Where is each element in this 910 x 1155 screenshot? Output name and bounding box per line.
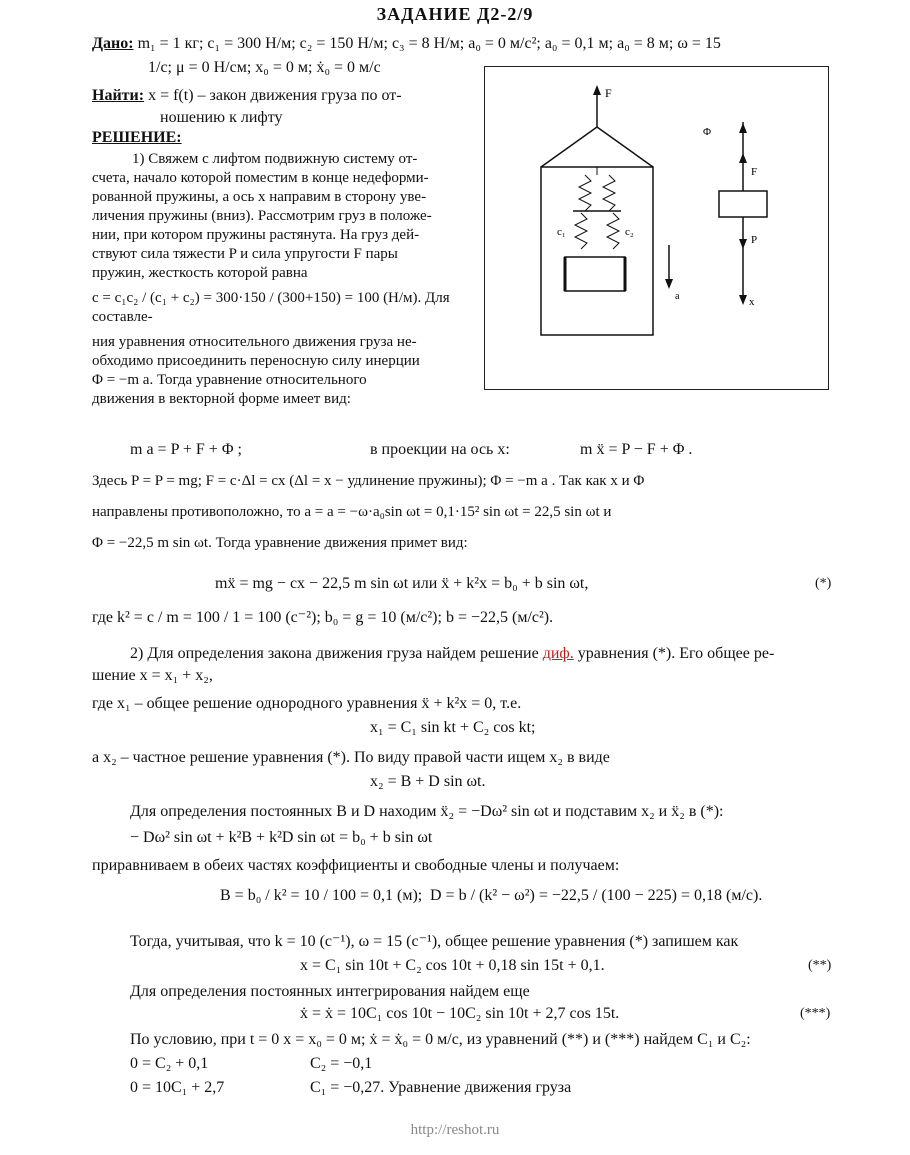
where-line-3: Φ = −22,5 m sin ωt. Тогда уравнение движения примет вид:: [92, 535, 468, 551]
para1-line: ния уравнения относительного движения груза не-: [92, 334, 417, 350]
where-line-1: Здесь P = P = mg; F = c·Δl = cx (Δl = x − удлинение пружины); Φ = −m a . Так как x и Φ: [92, 473, 645, 489]
step2-line-1: [130, 644, 774, 664]
para1-line: пружин, жесткость которой равна: [92, 265, 308, 281]
find-text-1: x = f(t) – закон движения груза по от-: [148, 87, 402, 104]
para1-line: счета, начало которой поместим в конце недеформи-: [92, 170, 429, 186]
find-label: Найти:: [92, 87, 145, 104]
where-line-2: направлены противоположно, то a = a = −ω·a₀sin ωt = 0,1·15² sin ωt = 22,5 sin ωt и: [92, 504, 612, 520]
para1-line: личения пружины (вниз). Рассмотрим груз в положе-: [92, 208, 432, 224]
eq-main: mẍ = mg − cx − 22,5 m sin ωt или ẍ + k²x = b₀ + b sin ωt,: [215, 575, 589, 592]
figure-drawing: [485, 67, 828, 389]
eq-proj: m ẍ = P − F + Φ .: [580, 441, 693, 458]
particular-eq: x₂ = B + D sin ωt.: [370, 773, 486, 790]
eq-vector: m a = P + F + Φ ;: [130, 441, 242, 458]
B-equation: B = b₀ / k² = 10 / 100 = 0,1 (м);: [220, 887, 423, 904]
figure-label-x: x: [749, 296, 755, 308]
para1-line: 1) Свяжем с лифтом подвижную систему от-: [132, 151, 418, 167]
para1-line: обходимо присоединить переносную силу инерции: [92, 353, 420, 369]
figure-label-Phi: Φ: [703, 126, 712, 138]
figure-label-c2: c₂: [625, 226, 634, 238]
coeff-eq: − Dω² sin ωt + k²B + k²D sin ωt = b₀ + b sin ωt: [130, 829, 433, 846]
solution-label: РЕШЕНИЕ:: [92, 129, 182, 146]
figure-label-P: P: [751, 234, 758, 246]
find-line-1: [92, 86, 402, 106]
general-line: Тогда, учитывая, что k = 10 (с⁻¹), ω = 15 (с⁻¹), общее решение уравнения (*) запишем как: [130, 933, 739, 950]
compare-line: приравниваем в обеих частях коэффициенты и свободные члены и получаем:: [92, 857, 620, 874]
derivative-eq-number: (***): [800, 1006, 831, 1021]
init-eq-1-right: C₂ = −0,1: [310, 1055, 373, 1072]
eq-proj-label: в проекции на ось x:: [370, 441, 510, 458]
eq-main-number: (*): [815, 576, 832, 591]
find-line-2: ношению к лифту: [160, 109, 283, 126]
step2-text-b: уравнения (*). Его общее ре-: [577, 645, 775, 662]
k-definition: где k² = c / m = 100 / 1 = 100 (с⁻²); b₀ = g = 10 (м/с²); b = −22,5 (м/с²).: [92, 609, 554, 626]
figure-label-a: a: [675, 291, 680, 302]
figure-label-c1: c₁: [557, 226, 566, 238]
given-label: Дано:: [92, 35, 134, 52]
coeff-line: Для определения постоянных B и D находим ẍ₂ = −Dω² sin ωt и подставим x₂ и ẍ₂ в (*):: [130, 803, 724, 820]
footer-url[interactable]: http://reshot.ru: [410, 1122, 500, 1138]
given-line-1: [92, 34, 721, 54]
particular-line: а x₂ – частное решение уравнения (*). По виду правой части ищем x₂ в виде: [92, 749, 610, 766]
derivative-eq: ẋ = ẋ = 10C₁ cos 10t − 10C₂ sin 10t + 2,7 cos 15t.: [300, 1005, 620, 1022]
where-block: [92, 472, 832, 553]
para1-line: рованной пружины, а ось x направим в сторону уве-: [92, 189, 427, 205]
derivative-line: Для определения постоянных интегрирования найдем еще: [130, 983, 530, 1000]
step2-text-a: 2) Для определения закона движения груза найдем решение: [130, 645, 539, 662]
figure-label-F: F: [605, 86, 612, 100]
D-equation: D = b / (k² − ω²) = −22,5 / (100 − 225) = 0,18 (м/с).: [430, 887, 763, 904]
step2-line-2: шение x = x₁ + x₂,: [92, 667, 213, 684]
para1-line: Φ = −m a. Тогда уравнение относительного: [92, 372, 367, 388]
step2-highlight: диф.: [542, 645, 574, 662]
para1-line: нии, при котором пружины растянута. На груз дей-: [92, 227, 420, 243]
init-eq-1-left: 0 = C₂ + 0,1: [130, 1055, 209, 1072]
homog-line: где x₁ – общее решение однородного уравнения ẍ + k²x = 0, т.е.: [92, 695, 522, 712]
para1-line: движения в векторной форме имеет вид:: [92, 391, 351, 407]
general-eq: x = C₁ sin 10t + C₂ cos 10t + 0,18 sin 15t + 0,1.: [300, 957, 605, 974]
page-title: ЗАДАНИЕ Д2-2/9: [376, 4, 534, 24]
para1-formula: c = c₁c₂ / (c₁ + c₂) = 300·150 / (300+150) = 100 (Н/м). Для составле-: [92, 290, 450, 325]
mechanism-figure: [484, 66, 829, 390]
figure-label-Fe: F: [751, 166, 758, 178]
solution-paragraph-1: [92, 150, 472, 409]
initial-conditions-line: По условию, при t = 0 x = x₀ = 0 м; ẋ = ẋ₀ = 0 м/с, из уравнений (**) и (***) найдем C₁ и C₂:: [130, 1031, 751, 1048]
given-line-2: 1/с; μ = 0 Н/см; x₀ = 0 м; ẋ₀ = 0 м/с: [148, 59, 381, 76]
given-values-1: m₁ = 1 кг; c₁ = 300 Н/м; c₂ = 150 Н/м; c₃ = 8 Н/м; a₀ = 0 м/с²; a₀ = 0,1 м; a₀ = 8 м; ω = 15: [137, 35, 721, 52]
general-eq-number: (**): [808, 958, 832, 973]
homog-eq: x₁ = C₁ sin kt + C₂ cos kt;: [370, 719, 536, 736]
para1-line: ствуют сила тяжести P и сила упругости F пары: [92, 246, 398, 262]
init-eq-2-right: C₁ = −0,27. Уравнение движения груза: [310, 1079, 572, 1096]
init-eq-2-left: 0 = 10C₁ + 2,7: [130, 1079, 225, 1096]
